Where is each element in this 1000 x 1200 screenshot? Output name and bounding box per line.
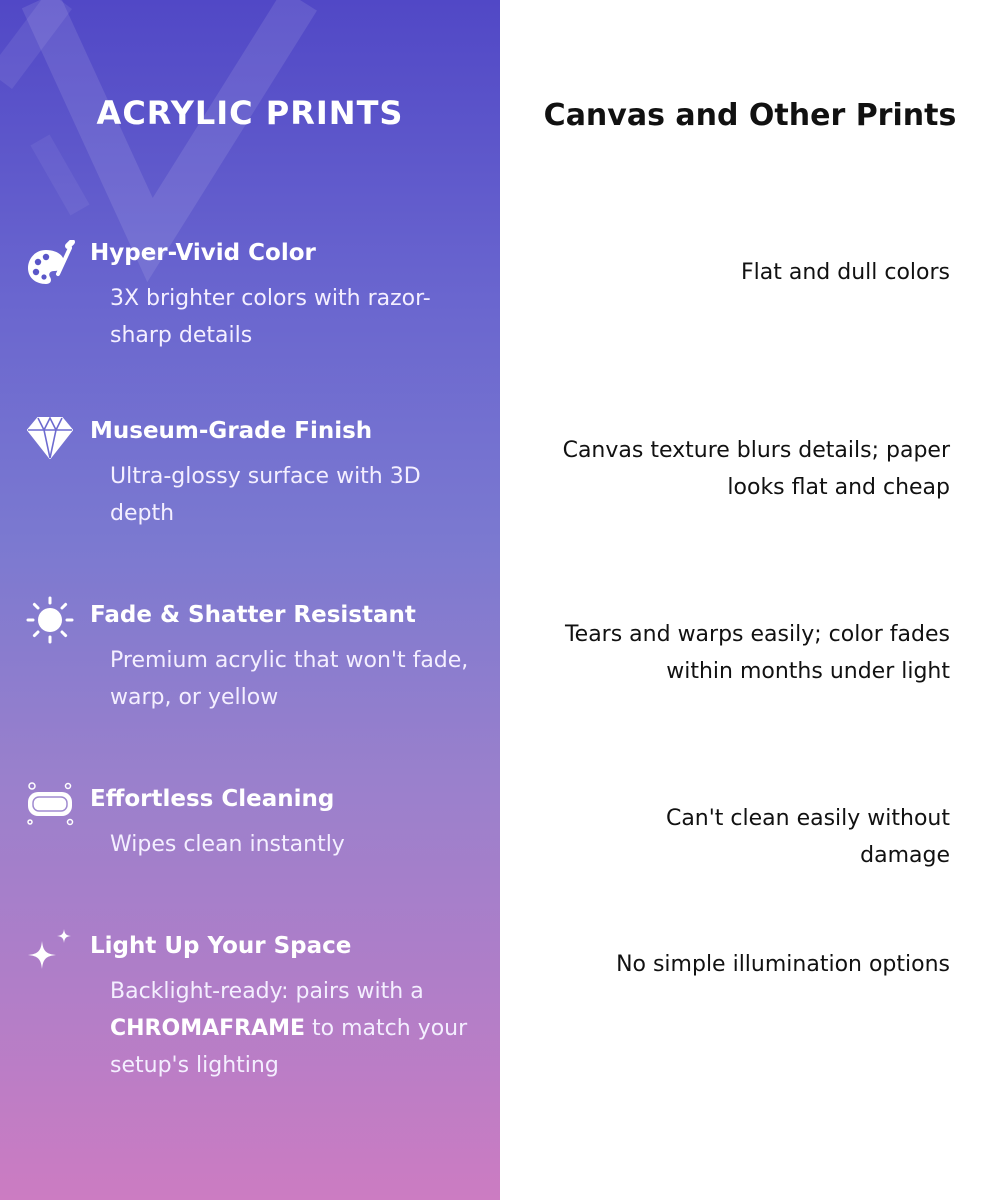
comparison-item-finish: Canvas texture blurs details; paper looks flat and cheap	[562, 438, 950, 500]
sparkle-icon	[24, 927, 76, 979]
feature-description: Ultra-glossy surface with 3D depth	[110, 464, 421, 526]
feature-description: Premium acrylic that won't fade, warp, or yellow	[110, 648, 469, 710]
feature-description: Wipes clean instantly	[110, 832, 345, 857]
feature-description	[110, 973, 480, 1084]
diamond-icon	[24, 412, 76, 464]
feature-description: 3X brighter colors with razor-sharp details	[110, 286, 431, 348]
feature-title: Hyper-Vivid Color	[90, 240, 316, 266]
comparison-item-durability: Tears and warps easily; color fades within months under light	[564, 622, 950, 684]
feature-title: Light Up Your Space	[90, 933, 352, 959]
acrylic-heading: ACRYLIC PRINTS	[96, 94, 404, 132]
soap-icon	[24, 778, 76, 830]
comparison-item-color: Flat and dull colors	[740, 260, 950, 285]
feature-title: Museum-Grade Finish	[90, 418, 373, 444]
feature-description-text: to match your setup's lighting	[110, 1016, 468, 1078]
feature-title: Effortless Cleaning	[90, 786, 335, 812]
others-heading: Canvas and Other Prints	[543, 98, 957, 133]
palette-icon	[24, 240, 76, 292]
comparison-item-illumination: No simple illumination options	[616, 952, 950, 977]
sun-icon	[24, 594, 76, 646]
feature-description-text: Backlight-ready: pairs with a	[110, 979, 424, 1004]
feature-title: Fade & Shatter Resistant	[90, 602, 416, 628]
brand-name: CHROMAFRAME	[110, 1016, 306, 1041]
comparison-item-cleaning: Can't clean easily without damage	[665, 806, 950, 868]
